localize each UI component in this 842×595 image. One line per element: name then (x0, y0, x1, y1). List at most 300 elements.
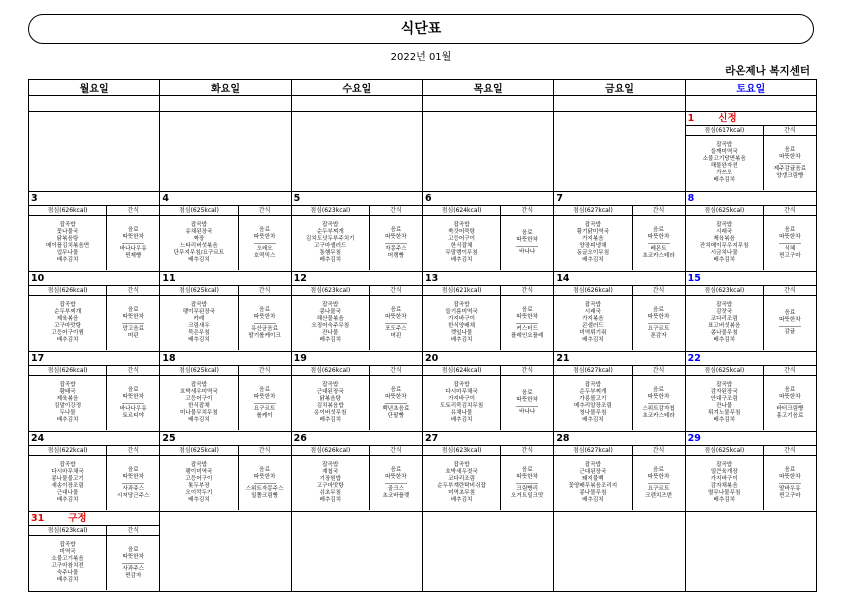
menu-item: 음료 (784, 466, 796, 473)
meal-body (554, 456, 684, 510)
menu-item: 음료 (127, 466, 139, 473)
menu-item: 배추김치 (56, 497, 79, 503)
menu-item: 토르티야 (122, 412, 145, 419)
meal-body (554, 296, 684, 350)
lunch-kcal: 점심(623kcal) (29, 526, 107, 535)
menu-item: 잔나물 (716, 403, 733, 409)
day-number-value: 28 (556, 433, 570, 444)
lunch-menu (686, 456, 764, 510)
menu-item: 따뜻한차 (647, 393, 670, 400)
meal-body (29, 456, 159, 510)
meal-body (554, 216, 684, 270)
day-number-value: 21 (556, 353, 570, 364)
lunch-menu (686, 136, 764, 190)
menu-item: 배추김치 (56, 257, 79, 263)
menu-item: 다시마무채국 (445, 389, 478, 395)
snack-menu (239, 456, 291, 510)
meal-header (686, 365, 816, 376)
snack-label: 간식 (784, 367, 796, 374)
snack-menu (239, 296, 291, 350)
menu-item: 음료 (653, 226, 664, 233)
empty-day-cell (422, 112, 553, 192)
lunch-kcal: 점심(623kcal) (292, 286, 370, 295)
menu-item: 배추김치 (582, 257, 604, 263)
menu-item: 배추김치 (188, 257, 210, 263)
day-cell (422, 352, 553, 432)
menu-item: 고구마참치전 (51, 563, 84, 569)
menu-item: 호박새우미역국 (180, 389, 218, 395)
lunch-kcal: 점심(626kcal) (292, 446, 370, 455)
day-cell (554, 192, 685, 272)
lunch-kcal: 점심(626kcal) (29, 286, 107, 295)
day-number-value: 3 (31, 193, 38, 204)
lunch-kcal: 점심(626kcal) (29, 366, 107, 375)
menu-item: 음료 (127, 226, 139, 233)
menu-item: 배추김치 (319, 497, 342, 503)
snack-divider (254, 243, 276, 244)
menu-item: 새송이장조림 (51, 483, 84, 489)
menu-item: 바터크림빵 (776, 405, 804, 412)
menu-item: 스위트자몽주스 (245, 485, 284, 492)
menu-item: 들깨미역국 (710, 149, 738, 155)
menu-item: 백년초음료 (382, 405, 410, 412)
spacer-cell (685, 96, 816, 112)
menu-item: 닭볶음탕 (56, 236, 79, 242)
menu-item: 따뜻한차 (253, 313, 276, 320)
lunch-menu (554, 296, 632, 350)
lunch-kcal: 점심(622kcal) (29, 446, 107, 455)
snack-divider (516, 483, 538, 484)
day-cell (29, 512, 160, 592)
menu-item: 따뜻한차 (385, 473, 407, 480)
menu-item: 음료 (653, 386, 664, 393)
menu-item: 음료 (259, 306, 270, 313)
snack-divider (385, 403, 407, 404)
snack-menu (633, 296, 685, 350)
meal-body (686, 376, 816, 430)
menu-item: 홍고기음료 (776, 412, 804, 419)
menu-item: 음료 (784, 226, 796, 233)
day-number-value: 11 (162, 273, 176, 284)
meal-body (686, 216, 816, 270)
meal-body (160, 296, 290, 350)
weekday-header: 월요일 (29, 80, 160, 96)
empty-day-cell (291, 512, 422, 592)
day-number (423, 192, 553, 205)
meal-header (292, 205, 422, 216)
meal-body (160, 456, 290, 510)
meal-header (160, 365, 290, 376)
day-number (423, 352, 553, 365)
lunch-kcal: 점심(625kcal) (686, 446, 764, 455)
snack-menu (764, 216, 816, 270)
week-row (29, 432, 817, 512)
day-number (423, 432, 553, 445)
menu-item: 해산물볶음 (316, 316, 344, 322)
snack-menu (764, 456, 816, 510)
menu-item: 단팥빵 (387, 412, 405, 419)
snack-divider (122, 403, 144, 404)
lunch-menu (554, 456, 632, 510)
menu-item: 음료 (521, 230, 533, 236)
menu-item: 잔나물 (322, 330, 339, 336)
menu-item: 도토리묵김치무침 (439, 403, 484, 409)
menu-item: 콩나물국 (319, 309, 342, 315)
empty-day-cell (554, 512, 685, 592)
calendar-body (29, 96, 817, 592)
empty-day-cell (291, 112, 422, 192)
menu-item: 팽이미역국 (185, 469, 213, 475)
lunch-kcal: 점심(626kcal) (554, 286, 632, 295)
menu-item: 미역초무침 (448, 490, 476, 496)
menu-item: 밀쫄크림빵 (251, 492, 279, 499)
snack-menu (764, 376, 816, 430)
day-number-value: 29 (687, 433, 701, 444)
menu-item: 짜장 (193, 236, 205, 242)
menu-item: 잡곡밥 (453, 462, 470, 468)
menu-item: 순두부찌개 (579, 389, 607, 395)
snack-menu (501, 216, 553, 270)
snack-label: 간식 (258, 447, 271, 454)
menu-item: 바나나우유 (119, 405, 147, 412)
snack-divider (779, 163, 801, 164)
day-cell (554, 272, 685, 352)
snack-menu (764, 296, 816, 350)
menu-item: 잡곡밥 (716, 302, 733, 308)
empty-day-cell (160, 112, 291, 192)
menu-item: 따뜻한차 (516, 237, 539, 243)
menu-item: 골크스 (387, 485, 405, 492)
menu-item: 음료 (127, 306, 139, 313)
menu-item: 음료 (521, 306, 533, 313)
lunch-menu (686, 216, 764, 270)
menu-item: 포도주스 (385, 325, 407, 332)
menu-item: 들기름미역국 (445, 309, 478, 315)
menu-item: 찐제빵 (125, 252, 142, 259)
menu-item: 톳두부장 (188, 483, 210, 489)
day-number (160, 432, 290, 445)
weekday-header: 토요일 (685, 80, 816, 96)
menu-item: 따뜻한차 (779, 317, 801, 323)
snack-menu (501, 296, 553, 350)
day-cell (422, 192, 553, 272)
holiday-name: 신정 (718, 113, 737, 124)
meal-body (423, 456, 553, 510)
menu-item: 음료 (521, 390, 533, 396)
snack-divider (779, 483, 801, 484)
menu-item: 청나물무침 (579, 410, 607, 416)
menu-item: 바나나우유 (119, 245, 147, 252)
day-number-value: 6 (424, 193, 432, 204)
menu-item: 배추김치 (319, 337, 342, 343)
meal-header (29, 205, 159, 216)
menu-item: 감자된장국 (710, 389, 738, 395)
lunch-kcal: 점심(623kcal) (423, 446, 501, 455)
meal-header (160, 445, 290, 456)
snack-label: 간식 (127, 367, 140, 374)
menu-item: 크렌치즈번 (645, 492, 673, 499)
day-number-value: 26 (293, 433, 307, 444)
day-number (160, 272, 290, 285)
lunch-menu (423, 216, 501, 270)
snack-divider (516, 246, 538, 247)
menu-item: 자몽주스 (385, 245, 407, 252)
snack-divider (779, 403, 801, 404)
menu-item: 따뜻한차 (779, 393, 801, 400)
menu-item: 잡곡밥 (584, 222, 602, 228)
lunch-menu (29, 296, 107, 350)
menu-item: 근대나물 (56, 490, 79, 496)
meal-header (423, 285, 553, 296)
snack-divider (516, 406, 538, 407)
day-cell (29, 432, 160, 512)
day-number (29, 272, 159, 285)
meal-body (554, 376, 684, 430)
meal-body (160, 376, 290, 430)
snack-menu (239, 216, 291, 270)
menu-item: 김치볶음밥 (316, 403, 344, 409)
menu-item: 잡곡밥 (59, 222, 76, 228)
menu-item: 제주감귤음료 (773, 165, 807, 172)
menu-item: 코다리조림 (710, 316, 738, 322)
day-number (160, 192, 290, 205)
menu-item: 배추김치 (450, 337, 473, 343)
menu-item: 따뜻한차 (122, 313, 145, 320)
snack-label: 간식 (652, 367, 665, 374)
menu-item: 배추김치 (582, 337, 604, 343)
lunch-kcal: 점심(623kcal) (686, 286, 764, 295)
menu-item: 크림빵리 (516, 485, 539, 492)
menu-item: 호떡믹스 (253, 252, 276, 259)
meal-header (686, 285, 816, 296)
day-number (554, 192, 684, 205)
menu-item: 미역국 (59, 549, 76, 555)
menu-item: 따뜻한차 (647, 313, 670, 320)
snack-label: 간식 (258, 367, 271, 374)
day-number (686, 112, 816, 125)
menu-item: 잡곡밥 (59, 542, 76, 548)
week-row (29, 112, 817, 192)
snack-menu (501, 456, 553, 510)
day-number (292, 352, 422, 365)
snack-menu (370, 296, 422, 350)
menu-item: 배추김치 (713, 337, 736, 343)
menu-item: 다시마무채국 (51, 469, 84, 475)
snack-menu (370, 216, 422, 270)
menu-item: 사과쥬스 (122, 485, 145, 492)
snack-label: 간식 (390, 367, 402, 374)
menu-item: 찐고구마 (779, 252, 801, 259)
lunch-menu (686, 296, 764, 350)
weekday-header: 수요일 (291, 80, 422, 96)
menu-item: 시래국 (716, 229, 733, 235)
lunch-kcal: 점심(625kcal) (160, 206, 238, 215)
day-cell (291, 192, 422, 272)
menu-item: 기장원밥 (319, 476, 342, 482)
snack-label: 간식 (390, 207, 402, 214)
menu-item: 배추김치 (450, 497, 473, 503)
meal-body (292, 296, 422, 350)
snack-label: 간식 (127, 447, 140, 454)
meal-header (554, 285, 684, 296)
menu-item: 배추김치 (188, 497, 210, 503)
menu-item: 김치도넛두부주치기 (305, 236, 355, 242)
menu-item: 따뜻한차 (516, 397, 539, 403)
day-cell (685, 352, 816, 432)
day-cell (160, 272, 291, 352)
day-number-value: 19 (293, 353, 307, 364)
menu-item: 음료 (521, 466, 533, 473)
meal-body (292, 216, 422, 270)
menu-item: 따뜻한차 (122, 233, 145, 240)
menu-item: 한식잡채 (450, 243, 473, 249)
meal-header (554, 445, 684, 456)
menu-item: 안대구조림 (710, 396, 738, 402)
menu-item: 유채나물 (450, 410, 473, 416)
snack-label: 간식 (652, 287, 665, 294)
snack-label: 간식 (784, 127, 796, 134)
empty-day-cell (554, 112, 685, 192)
empty-day-cell (160, 512, 291, 592)
menu-item: 한식양배채 (448, 323, 476, 329)
menu-item: 호박새우젓국 (445, 469, 478, 475)
lunch-menu (29, 536, 107, 590)
menu-item: 머랭빵 (387, 252, 405, 259)
menu-item: 꽃나물국 (56, 229, 79, 235)
day-cell (685, 272, 816, 352)
menu-item: 배추김치 (188, 337, 210, 343)
menu-item: 음료 (390, 306, 402, 313)
day-number-value: 13 (424, 273, 439, 284)
snack-menu (501, 376, 553, 430)
weekday-header: 금요일 (554, 80, 685, 96)
lunch-menu (29, 376, 107, 430)
day-cell (160, 352, 291, 432)
day-number-value: 7 (556, 193, 563, 204)
lunch-menu (160, 216, 238, 270)
day-cell (422, 432, 553, 512)
day-cell (29, 272, 160, 352)
weekday-header: 목요일 (422, 80, 553, 96)
menu-item: 단무지무침/요구르트 (173, 250, 225, 256)
menu-item: 느타리버섯볶음 (180, 243, 218, 249)
menu-item: 따뜻한차 (779, 473, 801, 480)
day-number-value: 22 (687, 353, 701, 364)
menu-item: 고구마맛탕 (54, 323, 82, 329)
menu-item: 잡곡밥 (190, 462, 208, 468)
menu-item: 멸무나물무침 (708, 490, 741, 496)
menu-item: 고등어구이 (448, 236, 476, 242)
menu-item: 시저당근주스 (117, 492, 150, 499)
menu-item: 배추김치 (56, 337, 79, 343)
menu-item: 양갱크림빵 (776, 172, 804, 179)
menu-item: 미역튀기쥐 (579, 330, 607, 336)
lunch-menu (292, 216, 370, 270)
menu-item: 얼큰육개장 (710, 469, 738, 475)
lunch-menu (292, 456, 370, 510)
meal-header (423, 365, 553, 376)
menu-item: 잡곡밥 (190, 302, 208, 308)
menu-item: 따뜻한차 (122, 473, 145, 480)
meal-header (29, 285, 159, 296)
snack-divider (779, 243, 801, 244)
menu-item: 음료 (259, 466, 270, 473)
menu-item: 가릉볼고기 (579, 396, 607, 402)
menu-item: 잡곡밥 (322, 462, 339, 468)
day-number-value: 31 (31, 513, 45, 524)
menu-item: 옹이버섯무침 (314, 410, 347, 416)
meal-header (29, 365, 159, 376)
snack-divider (648, 483, 670, 484)
menu-item: 유산균음료 (251, 325, 279, 332)
menu-item: 양장피냉채 (579, 243, 607, 249)
menu-item: 콩나물무침 (710, 330, 738, 336)
menu-item: 딸기롤케이크 (248, 332, 281, 339)
menu-item: 배추김치 (713, 177, 736, 183)
lunch-menu (160, 296, 238, 350)
menu-item: 따뜻한차 (253, 233, 276, 240)
day-number-value: 20 (424, 353, 439, 364)
menu-item: 딸바우유 (779, 485, 801, 492)
meal-body (29, 216, 159, 270)
day-number (29, 192, 159, 205)
spacer-row (29, 96, 817, 112)
menu-item: 고구마샐러드 (314, 243, 347, 249)
snack-menu (107, 536, 159, 590)
menu-item: 잡곡밥 (716, 462, 733, 468)
menu-item: 쉬초무침 (319, 490, 342, 496)
menu-item: 업무나물 (56, 250, 79, 256)
menu-item: 음료 (653, 466, 664, 473)
meal-header (160, 205, 290, 216)
menu-item: 유채된장국 (185, 229, 213, 235)
snack-label: 간식 (652, 207, 665, 214)
lunch-kcal: 점심(617kcal) (686, 126, 764, 135)
menu-item: 잡곡밥 (322, 222, 339, 228)
menu-item: 머핀 (127, 332, 139, 339)
menu-item: 고구마맛탕 (316, 483, 344, 489)
menu-item: 가쓰오 (716, 170, 733, 176)
menu-item: 따뜻한차 (122, 393, 145, 400)
menu-item: 크림새우 (188, 323, 210, 329)
menu-item: 감잣국 (716, 309, 733, 315)
menu-item: 따뜻한차 (647, 233, 670, 240)
menu-item: 근대된장국 (316, 389, 344, 395)
day-cell (291, 352, 422, 432)
menu-item: 베몬트 (650, 245, 667, 252)
snack-label: 간식 (258, 287, 271, 294)
menu-item: 근대된장국 (579, 469, 607, 475)
snack-divider (122, 323, 144, 324)
lunch-menu (554, 216, 632, 270)
day-number (29, 512, 159, 525)
menu-item: 음료 (784, 310, 796, 316)
snack-menu (107, 456, 159, 510)
lunch-kcal: 점심(623kcal) (292, 206, 370, 215)
day-cell (685, 432, 816, 512)
menu-item: 따뜻한차 (253, 473, 276, 480)
snack-label: 간식 (652, 447, 665, 454)
lunch-menu (686, 376, 764, 430)
lunch-kcal: 점심(625kcal) (686, 206, 764, 215)
menu-item: 카레 (193, 316, 205, 322)
menu-item: 찐고구마 (779, 492, 801, 499)
lunch-kcal: 점심(625kcal) (160, 366, 238, 375)
center-name: 라온제나 복지센터 (725, 65, 810, 77)
menu-item: 잡곡밥 (716, 382, 733, 388)
menu-item: 팽이무된장국 (182, 309, 216, 315)
lunch-menu (554, 376, 632, 430)
